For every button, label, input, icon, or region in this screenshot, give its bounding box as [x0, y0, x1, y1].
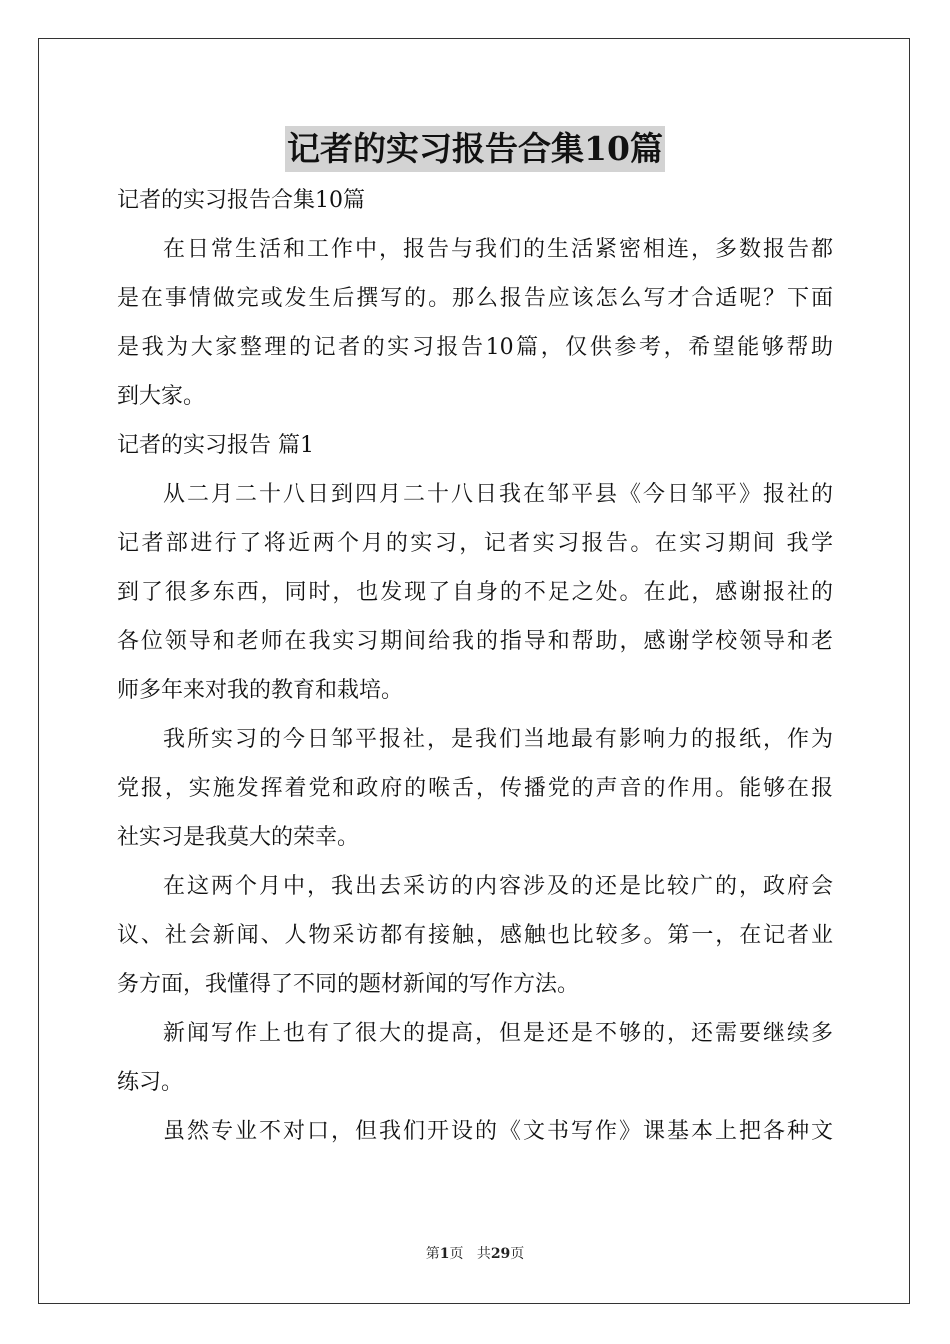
page-footer — [0, 1244, 950, 1264]
text-line: 从二月二十八日到四月二十八日我在邹平县《今日邹平》报社的 — [163, 482, 833, 507]
text-line: 记者的实习报告合集10篇 — [117, 188, 365, 213]
text-line: 党报，实施发挥着党和政府的喉舌，传播党的声音的作用。能够在报 — [117, 776, 833, 801]
text-line: 在日常生活和工作中，报告与我们的生活紧密相连，多数报告都 — [163, 237, 833, 262]
text-line: 是我为大家整理的记者的实习报告10篇，仅供参考，希望能够帮助 — [117, 335, 833, 360]
text-line: 虽然专业不对口，但我们开设的《文书写作》课基本上把各种文 — [163, 1119, 833, 1144]
total-pages: 29 — [490, 1246, 511, 1262]
total-label-prefix: 共 — [476, 1246, 491, 1262]
document-body — [117, 176, 833, 1156]
text-line: 社实习是我莫大的荣幸。 — [117, 825, 360, 850]
text-line: 记者的实习报告 篇1 — [117, 433, 314, 458]
text-line: 是在事情做完或发生后撰写的。那么报告应该怎么写才合适呢？下面 — [117, 286, 833, 311]
text-line: 各位领导和老师在我实习期间给我的指导和帮助，感谢学校领导和老 — [117, 629, 833, 654]
text-line: 新闻写作上也有了很大的提高，但是还是不够的，还需要继续多 — [163, 1021, 833, 1046]
title-container — [0, 126, 950, 172]
page-label-suffix: 页 — [449, 1246, 464, 1262]
text-line: 到了很多东西，同时，也发现了自身的不足之处。在此，感谢报社的 — [117, 580, 833, 605]
text-line: 记者部进行了将近两个月的实习，记者实习报告。在实习期间 我学 — [117, 531, 833, 556]
text-line: 练习。 — [117, 1070, 184, 1095]
text-line: 我所实习的今日邹平报社，是我们当地最有影响力的报纸，作为 — [163, 727, 833, 752]
total-label-suffix: 页 — [510, 1246, 525, 1262]
document-title: 记者的实习报告合集10篇 — [285, 126, 665, 172]
page-number: 1 — [439, 1246, 450, 1262]
page-label-prefix: 第 — [425, 1246, 440, 1262]
text-line: 务方面，我懂得了不同的题材新闻的写作方法。 — [117, 972, 580, 997]
text-line: 师多年来对我的教育和栽培。 — [117, 678, 404, 703]
text-line: 在这两个月中，我出去采访的内容涉及的还是比较广的，政府会 — [163, 874, 833, 899]
text-line: 议、社会新闻、人物采访都有接触，感触也比较多。第一，在记者业 — [117, 923, 833, 948]
text-line: 到大家。 — [117, 384, 206, 409]
